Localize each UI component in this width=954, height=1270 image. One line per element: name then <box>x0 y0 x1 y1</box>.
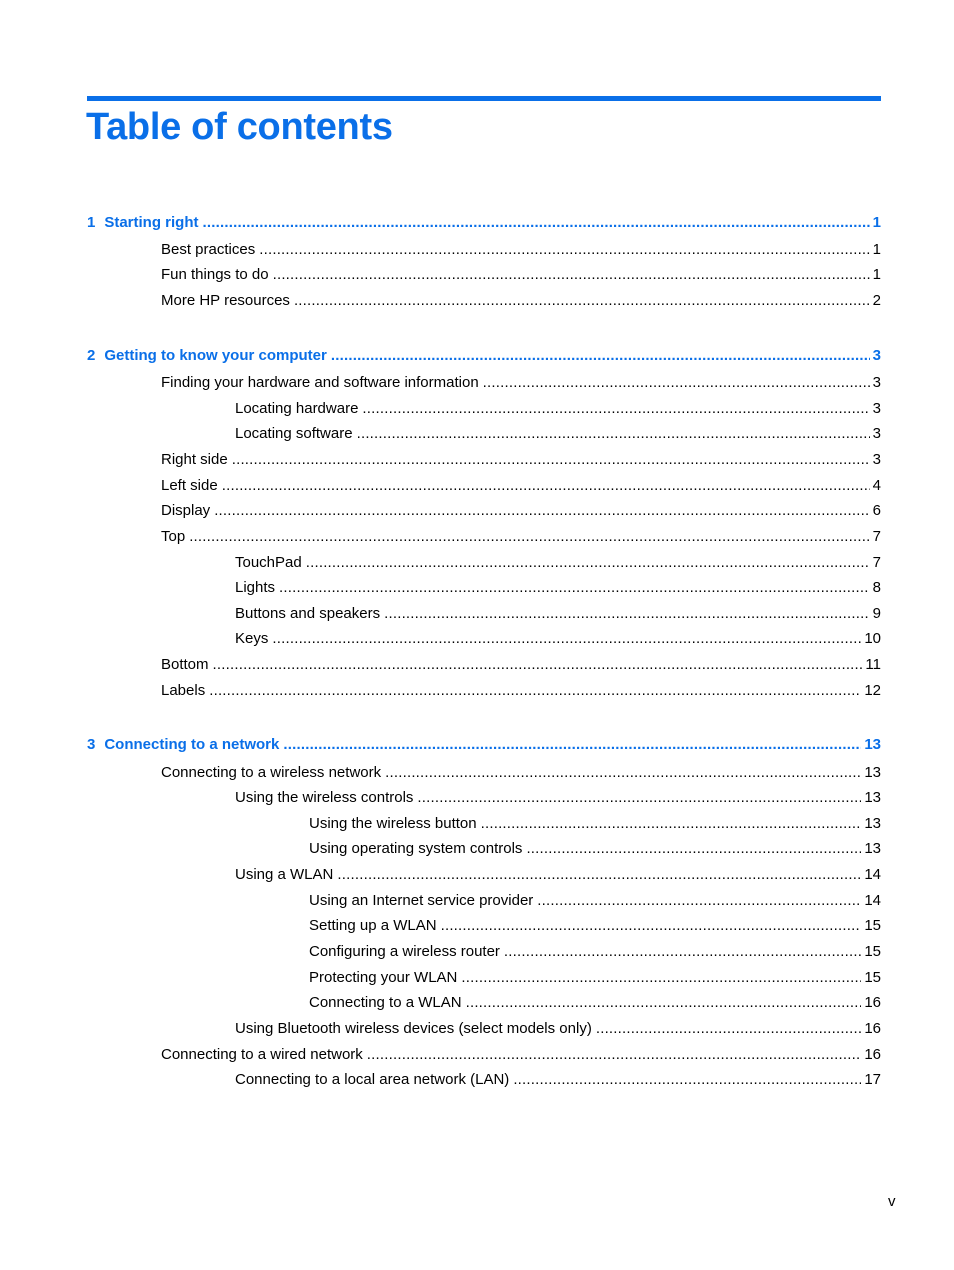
toc-entry[interactable] <box>161 374 881 392</box>
toc-entry[interactable] <box>235 554 881 572</box>
entry-page-number: 13 <box>864 840 881 857</box>
page-title: Table of contents <box>86 106 393 148</box>
entry-label <box>235 630 272 648</box>
dot-leader <box>232 451 870 469</box>
entry-page-number: 3 <box>872 347 881 364</box>
entry-title: Buttons and speakers <box>235 605 381 622</box>
dot-leader <box>283 736 861 754</box>
dot-leader <box>504 943 861 961</box>
entry-title: Using operating system controls <box>309 840 523 857</box>
entry-page-number: 4 <box>872 477 881 494</box>
entry-page-number: 2 <box>872 292 881 309</box>
entry-label <box>161 451 232 469</box>
entry-title: Connecting to a wireless network <box>161 764 382 781</box>
entry-page-number: 15 <box>864 917 881 934</box>
entry-page-number: 3 <box>872 425 881 442</box>
entry-title: Using the wireless button <box>309 815 477 832</box>
toc-entry[interactable] <box>161 528 881 546</box>
dot-leader <box>209 682 861 700</box>
entry-label <box>161 528 189 546</box>
entry-title: Setting up a WLAN <box>309 917 437 934</box>
entry-page-number: 11 <box>865 656 881 673</box>
entry-label <box>161 241 259 259</box>
entry-title: Using Bluetooth wireless devices (select models only) <box>235 1020 592 1037</box>
entry-label <box>235 579 279 597</box>
entry-title: Getting to know your computer <box>104 347 327 364</box>
entry-label <box>309 917 441 935</box>
toc-entry[interactable] <box>235 400 881 418</box>
toc-entry[interactable] <box>309 943 881 961</box>
entry-label <box>309 943 504 961</box>
entry-label <box>309 892 537 910</box>
dot-leader <box>441 917 862 935</box>
entry-label <box>87 736 283 754</box>
dot-leader <box>357 425 870 443</box>
dot-leader <box>203 214 870 232</box>
toc-entry[interactable] <box>235 579 881 597</box>
toc-entry[interactable] <box>235 1071 881 1089</box>
toc-entry[interactable] <box>235 789 881 807</box>
toc-entry[interactable] <box>235 630 881 648</box>
toc-chapter-entry[interactable] <box>87 736 881 754</box>
dot-leader <box>385 764 861 782</box>
entry-page-number: 17 <box>864 1071 881 1088</box>
entry-title: Lights <box>235 579 276 596</box>
entry-title: Locating hardware <box>235 400 359 417</box>
dot-leader <box>272 630 861 648</box>
entry-page-number: 15 <box>864 943 881 960</box>
entry-label <box>161 374 483 392</box>
entry-label <box>87 347 331 365</box>
entry-page-number: 13 <box>864 736 881 753</box>
entry-title: Best practices <box>161 241 256 258</box>
entry-title: Using a WLAN <box>235 866 334 883</box>
dot-leader <box>384 605 870 623</box>
entry-label <box>161 477 222 495</box>
entry-title: Bottom <box>161 656 209 673</box>
entry-label <box>161 266 273 284</box>
entry-label <box>235 554 306 572</box>
page-number: v <box>888 1193 896 1210</box>
toc-entry[interactable] <box>161 477 881 495</box>
entry-page-number: 12 <box>864 682 881 699</box>
entry-label <box>235 866 337 884</box>
entry-title: Starting right <box>104 214 199 231</box>
chapter-number: 3 <box>87 736 96 753</box>
entry-page-number: 10 <box>864 630 881 647</box>
dot-leader <box>259 241 869 259</box>
entry-page-number: 16 <box>864 994 881 1011</box>
entry-label <box>161 292 294 310</box>
entry-label <box>161 656 213 674</box>
entry-title: Connecting to a wired network <box>161 1046 363 1063</box>
entry-label <box>309 994 466 1012</box>
dot-leader <box>222 477 870 495</box>
entry-title: Using the wireless controls <box>235 789 414 806</box>
chapter-number: 2 <box>87 347 96 364</box>
toc-entry[interactable] <box>161 682 881 700</box>
dot-leader <box>331 347 870 365</box>
entry-label <box>309 969 461 987</box>
entry-page-number: 13 <box>864 815 881 832</box>
entry-page-number: 13 <box>864 764 881 781</box>
entry-label <box>235 425 357 443</box>
entry-title: Finding your hardware and software information <box>161 374 479 391</box>
entry-title: Using an Internet service provider <box>309 892 534 909</box>
toc-entry[interactable] <box>309 892 881 910</box>
entry-title: More HP resources <box>161 292 290 309</box>
entry-title: Protecting your WLAN <box>309 969 458 986</box>
entry-page-number: 1 <box>872 214 881 231</box>
entry-page-number: 1 <box>872 241 881 258</box>
entry-page-number: 3 <box>872 374 881 391</box>
entry-page-number: 3 <box>872 451 881 468</box>
entry-title: Connecting to a WLAN <box>309 994 462 1011</box>
dot-leader <box>481 815 862 833</box>
entry-page-number: 6 <box>872 502 881 519</box>
dot-leader <box>189 528 869 546</box>
toc-entry[interactable] <box>161 764 881 782</box>
dot-leader <box>483 374 870 392</box>
entry-page-number: 13 <box>864 789 881 806</box>
dot-leader <box>537 892 861 910</box>
entry-label <box>309 815 481 833</box>
entry-label <box>235 605 384 623</box>
entry-label <box>161 682 209 700</box>
entry-title: Labels <box>161 682 206 699</box>
entry-page-number: 8 <box>872 579 881 596</box>
toc-chapter-entry[interactable] <box>87 214 881 232</box>
toc-entry[interactable] <box>235 425 881 443</box>
dot-leader <box>213 656 863 674</box>
dot-leader <box>417 789 861 807</box>
dot-leader <box>337 866 861 884</box>
toc-entry[interactable] <box>161 292 881 310</box>
toc-entry[interactable] <box>161 266 881 284</box>
entry-label <box>235 400 362 418</box>
entry-title: Keys <box>235 630 269 647</box>
entry-title: Left side <box>161 477 218 494</box>
entry-title: Top <box>161 528 186 545</box>
toc-entry[interactable] <box>309 917 881 935</box>
entry-title: Configuring a wireless router <box>309 943 500 960</box>
dot-leader <box>279 579 870 597</box>
chapter-number: 1 <box>87 214 96 231</box>
toc-entry[interactable] <box>235 605 881 623</box>
toc-entry[interactable] <box>161 241 881 259</box>
toc-entry[interactable] <box>161 656 881 674</box>
entry-page-number: 9 <box>872 605 881 622</box>
dot-leader <box>596 1020 861 1038</box>
entry-page-number: 14 <box>864 892 881 909</box>
entry-label <box>235 1071 513 1089</box>
entry-title: Connecting to a local area network (LAN) <box>235 1071 510 1088</box>
dot-leader <box>214 502 869 520</box>
toc-entry[interactable] <box>309 815 881 833</box>
entry-label <box>161 764 385 782</box>
dot-leader <box>526 840 861 858</box>
dot-leader <box>461 969 861 987</box>
entry-page-number: 1 <box>872 266 881 283</box>
entry-label <box>161 502 214 520</box>
entry-title: Display <box>161 502 211 519</box>
dot-leader <box>362 400 869 418</box>
toc-entry[interactable] <box>309 969 881 987</box>
dot-leader <box>367 1046 862 1064</box>
toc-entry[interactable] <box>161 1046 881 1064</box>
toc-entry[interactable] <box>309 994 881 1012</box>
entry-page-number: 3 <box>872 400 881 417</box>
entry-page-number: 7 <box>872 554 881 571</box>
entry-page-number: 16 <box>864 1046 881 1063</box>
toc-entry[interactable] <box>309 840 881 858</box>
dot-leader <box>513 1071 861 1089</box>
entry-page-number: 15 <box>864 969 881 986</box>
toc-chapter-entry[interactable] <box>87 347 881 365</box>
entry-title: Connecting to a network <box>104 736 280 753</box>
dot-leader <box>306 554 870 572</box>
entry-label <box>235 789 417 807</box>
toc-entry[interactable] <box>161 502 881 520</box>
toc-entry[interactable] <box>235 1020 881 1038</box>
entry-page-number: 7 <box>872 528 881 545</box>
toc-entry[interactable] <box>161 451 881 469</box>
entry-label <box>87 214 203 232</box>
entry-label <box>235 1020 596 1038</box>
entry-page-number: 14 <box>864 866 881 883</box>
entry-title: Locating software <box>235 425 353 442</box>
title-rule <box>87 96 881 101</box>
entry-title: TouchPad <box>235 554 302 571</box>
entry-label <box>309 840 526 858</box>
entry-title: Fun things to do <box>161 266 269 283</box>
dot-leader <box>466 994 862 1012</box>
dot-leader <box>273 266 870 284</box>
entry-label <box>161 1046 367 1064</box>
toc-entry[interactable] <box>235 866 881 884</box>
dot-leader <box>294 292 870 310</box>
entry-title: Right side <box>161 451 228 468</box>
entry-page-number: 16 <box>864 1020 881 1037</box>
